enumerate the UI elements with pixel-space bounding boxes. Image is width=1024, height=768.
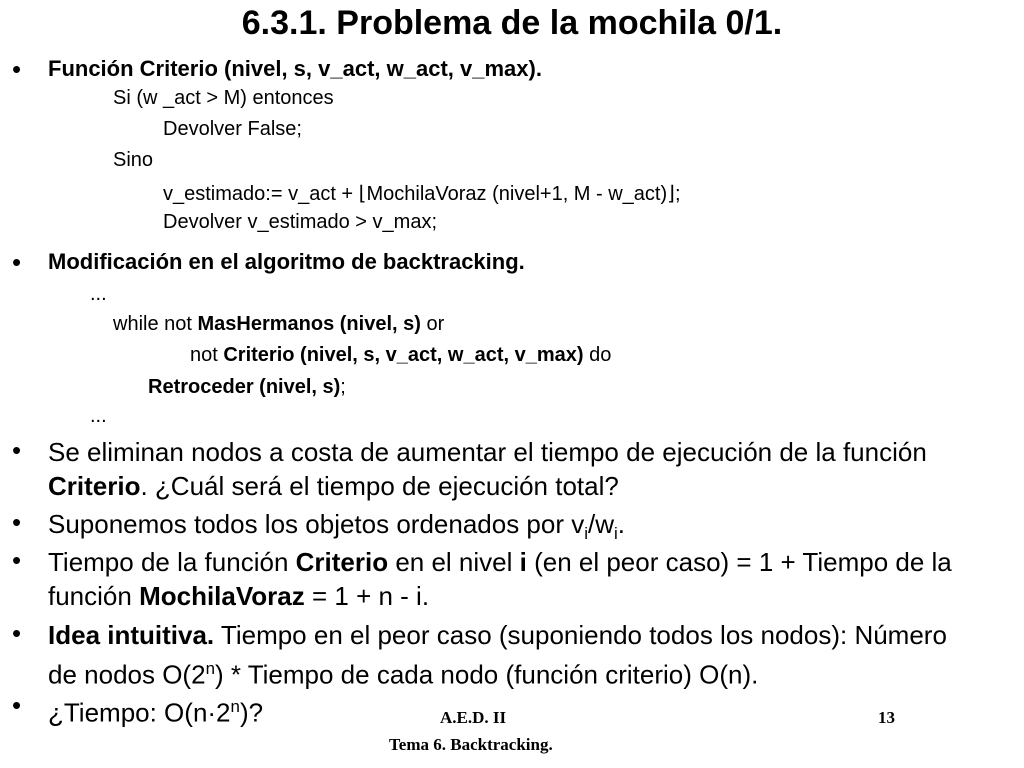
text: . ¿Cuál será el tiempo de ejecución total? [140, 471, 619, 501]
code-line: Devolver False; [163, 118, 302, 140]
bullet-text-tiempo-criterio [48, 545, 978, 613]
subscript: i [584, 524, 589, 544]
code-text: while not [113, 313, 198, 335]
text: Tiempo de la función [48, 547, 296, 577]
floor-left-symbol: ⌊ [358, 181, 367, 205]
code-line-retroceder [148, 376, 346, 399]
slide-title: 6.3.1. Problema de la mochila 0/1. [241, 4, 783, 42]
bullet-marker: • [12, 618, 22, 648]
code-text: ; [340, 376, 346, 398]
text-bold: i [519, 547, 527, 577]
bullet-marker: • [12, 545, 22, 575]
footer-page-number: 13 [878, 708, 895, 727]
criterio-heading: Función Criterio (nivel, s, v_act, w_act, v_max). [48, 56, 542, 81]
text: = 1 + n - i. [304, 581, 430, 611]
superscript: n [230, 697, 240, 716]
code-line-estimado [163, 181, 681, 206]
code-line-while [113, 313, 444, 336]
text: ) * Tiempo de cada nodo (función criterio) O(n). [214, 659, 759, 690]
bullet-marker: • [12, 247, 22, 277]
text-bold: Idea intuitiva. [48, 620, 215, 650]
subscript: i [614, 524, 618, 544]
code-func: Criterio (nivel, s, v_act, w_act, v_max) [223, 344, 584, 366]
bullet-marker: • [12, 435, 22, 465]
text: )? [239, 697, 264, 728]
code-text: v_estimado:= v_act + [163, 183, 359, 205]
ellipsis: ... [90, 283, 107, 305]
text-bold: Criterio [48, 471, 141, 501]
bullet-marker: • [12, 507, 22, 537]
code-line: Sino [113, 149, 154, 171]
text: Tiempo en el peor caso (suponiendo todos los nodos): Número de nodos O(2 [48, 620, 947, 690]
text: en el nivel [388, 547, 520, 577]
text: ¿Tiempo: O(n·2 [48, 697, 231, 728]
bullet-text-tiempo-total [48, 690, 263, 730]
text: . [617, 509, 626, 539]
superscript: n [205, 659, 215, 678]
bullet-marker: • [12, 690, 22, 720]
code-func: MasHermanos (nivel, s) [197, 313, 421, 335]
text-bold: MochilaVoraz [139, 581, 305, 611]
text: Se eliminan nodos a costa de aumentar el tiempo de ejecución de la función [48, 437, 927, 467]
code-func: Retroceder (nivel, s) [148, 376, 341, 398]
bullet-marker: • [12, 54, 22, 84]
text-bold: Criterio [295, 547, 389, 577]
code-text: ; [674, 183, 681, 205]
bullet-text-nodos [48, 435, 978, 503]
text: /w [588, 509, 615, 539]
ellipsis: ... [90, 405, 107, 427]
code-line: Si (w _act > M) entonces [113, 87, 334, 109]
code-line-not [190, 344, 611, 367]
code-text: MochilaVoraz (nivel+1, M - w_act) [366, 183, 668, 205]
backtracking-heading: Modificación en el algoritmo de backtracking. [48, 249, 525, 274]
footer-topic: Tema 6. Backtracking. [389, 735, 553, 754]
text: (en el peor caso) = 1 + Tiempo de la función [48, 547, 952, 611]
floor-right-symbol: ⌋ [667, 181, 675, 205]
code-text: or [420, 313, 445, 335]
code-text: not [190, 344, 224, 366]
code-line: Devolver v_estimado > v_max; [163, 211, 438, 233]
footer-course: A.E.D. II [440, 708, 507, 727]
text: Suponemos todos los objetos ordenados por v [48, 509, 585, 539]
bullet-text-idea-intuitiva [48, 618, 978, 692]
code-text: do [583, 344, 612, 366]
